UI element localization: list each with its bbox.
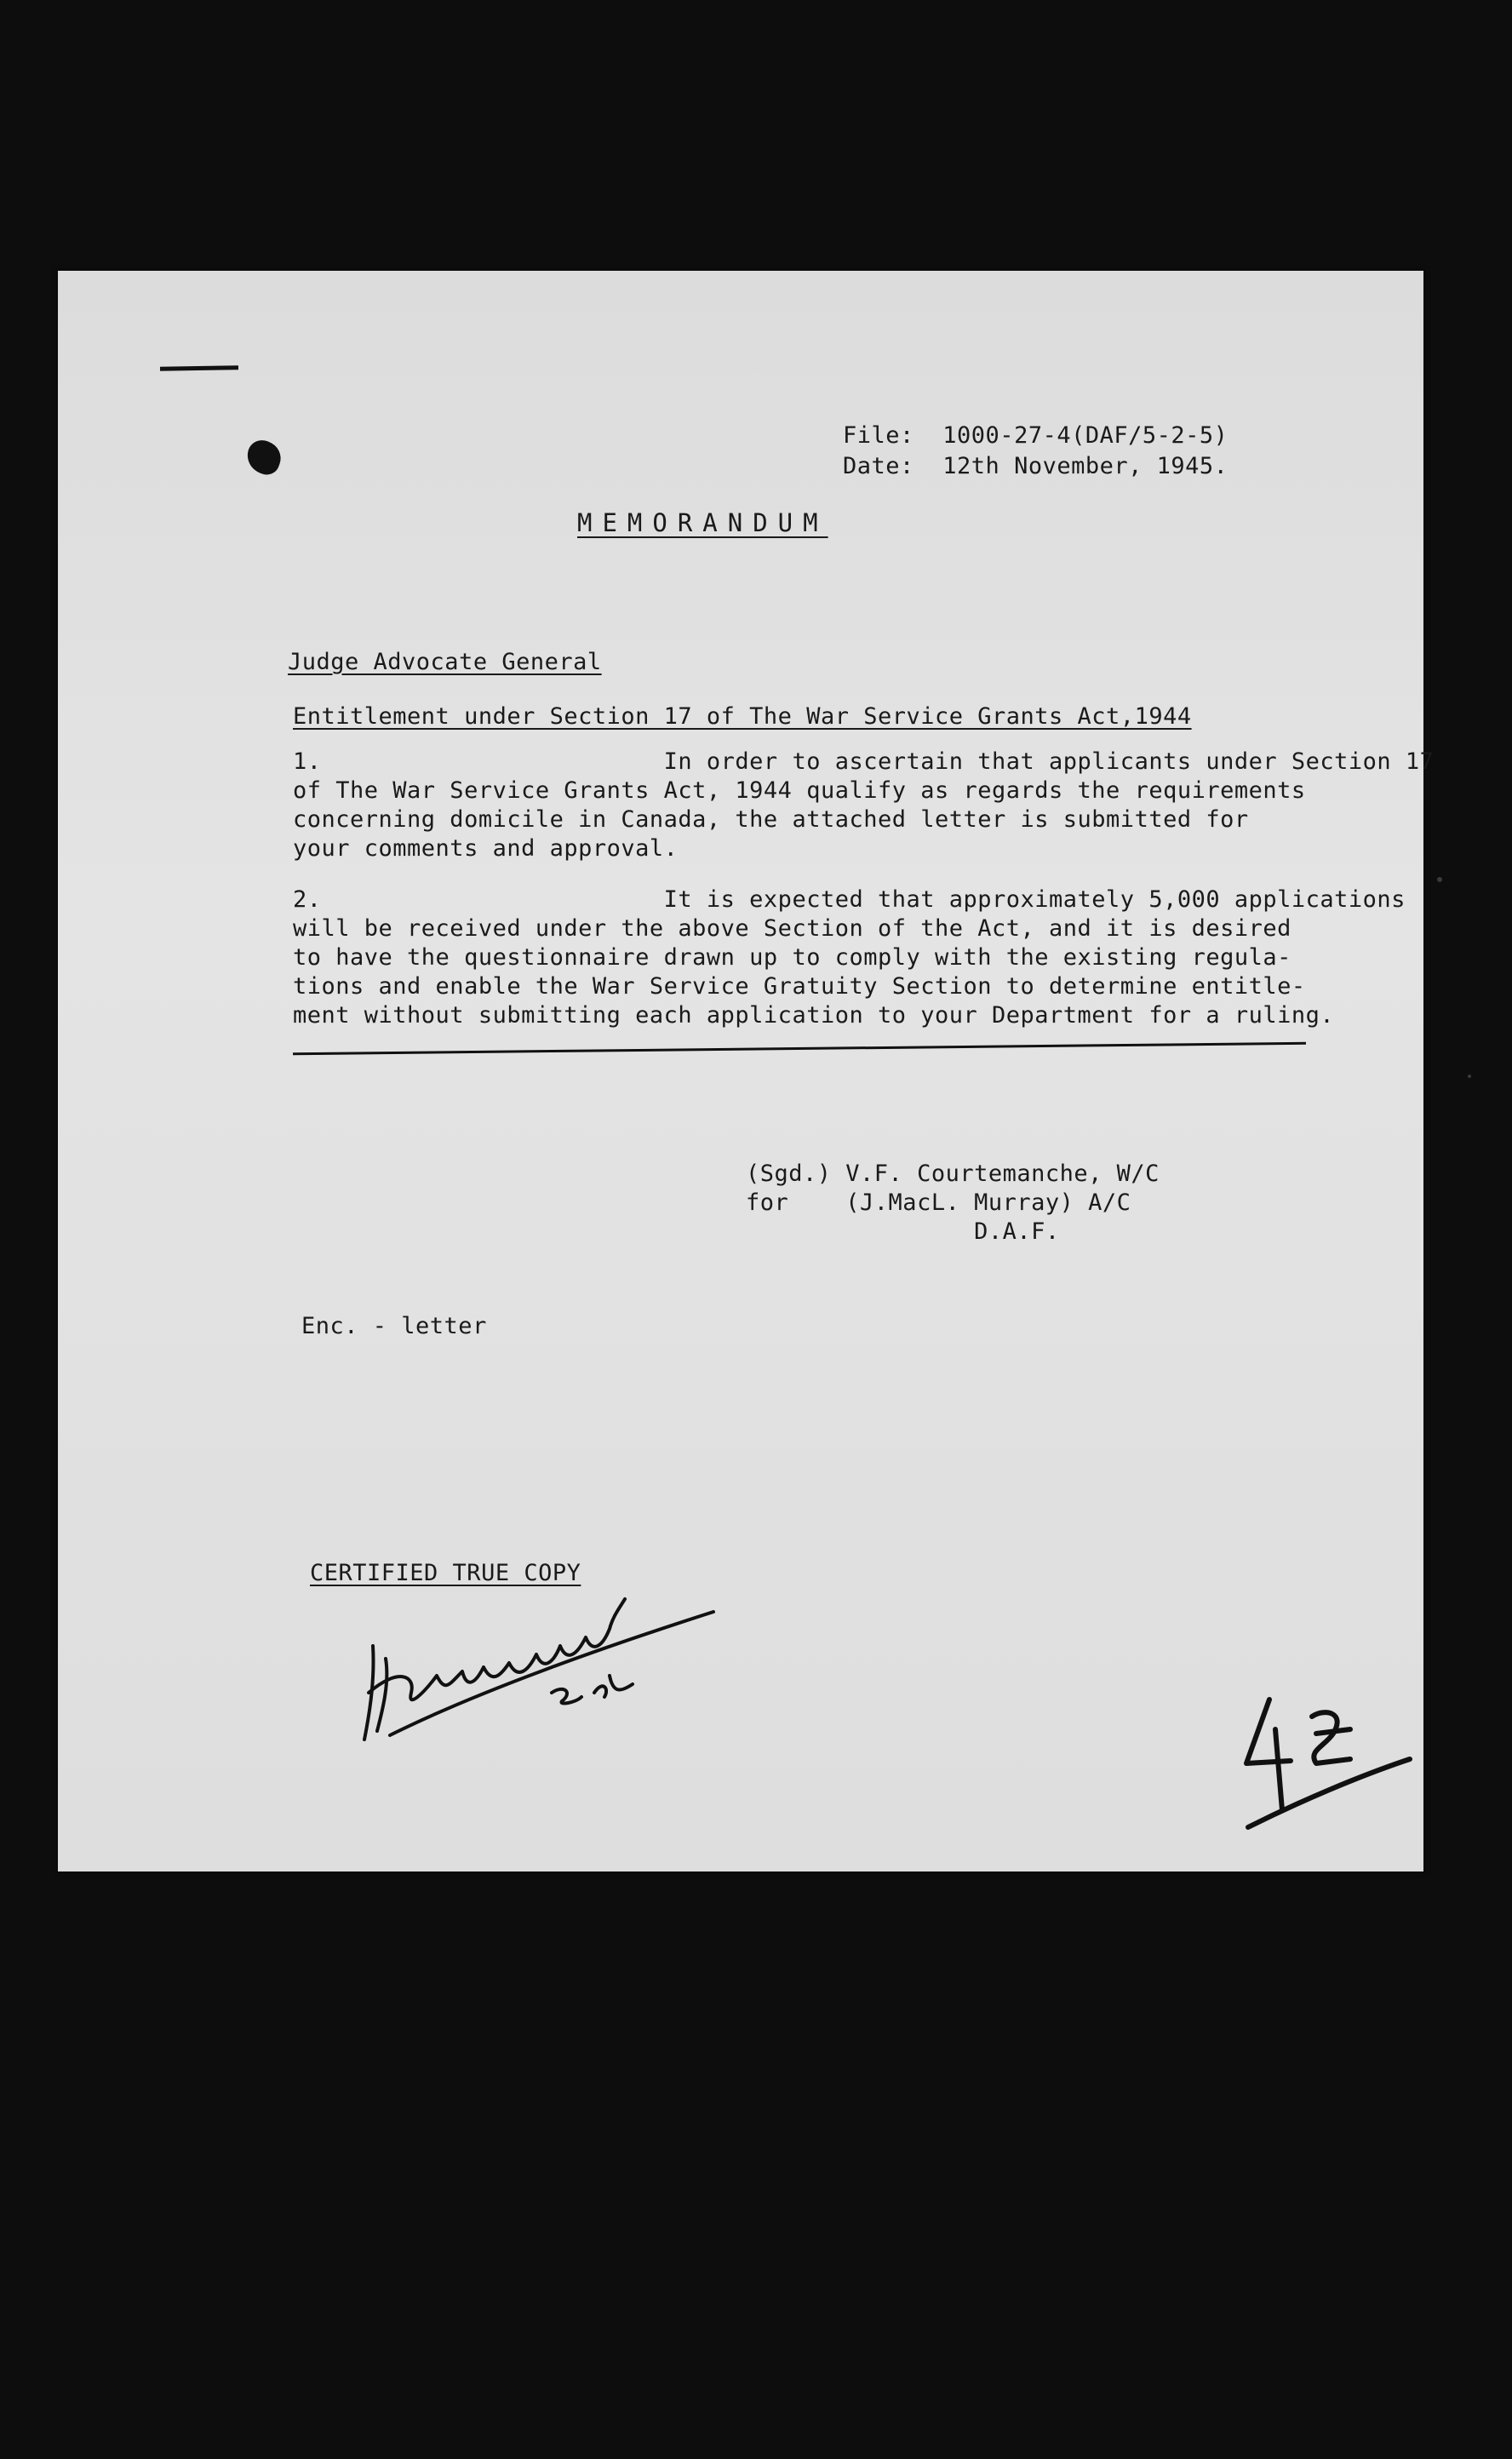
date-line: Date: 12th November, 1945. bbox=[843, 453, 1228, 479]
background-speck bbox=[1468, 1075, 1471, 1078]
file-reference bbox=[843, 421, 1228, 482]
subject-line: Entitlement under Section 17 of The War Service Grants Act,1944 bbox=[293, 703, 1192, 730]
memo-title: MEMORANDUM bbox=[577, 508, 828, 537]
pen-dash-mark bbox=[160, 365, 238, 371]
enclosure-note: Enc. - letter bbox=[301, 1313, 487, 1339]
paragraph-2: 2. It is expected that approximately 5,000 applications will be received under the above Section of the Act, and it is desired to have the questionnaire drawn up to comply with the existing regula- tions and enable the War Service Gratuity Section to determine entitle- ment without submitting each application to your Department for a ruling. bbox=[293, 886, 1406, 1029]
file-line: File: 1000-27-4(DAF/5-2-5) bbox=[843, 422, 1228, 449]
memorandum-page bbox=[58, 271, 1435, 1871]
handwritten-signature bbox=[339, 1565, 782, 1761]
addressee: Judge Advocate General bbox=[288, 649, 602, 675]
background-speck bbox=[1437, 877, 1442, 882]
ink-blot-mark bbox=[243, 436, 286, 478]
signature-block: (Sgd.) V.F. Courtemanche, W/C for (J.MacL. Murray) A/C D.A.F. bbox=[746, 1161, 1160, 1245]
paragraph-underline bbox=[293, 1042, 1306, 1055]
paragraph-1: 1. In order to ascertain that applicants under Section 17 of The War Service Grants Act, 1944 qualify as regards the requirements concerning domicile in Canada, the attached letter is submitted for your comments and approval. bbox=[293, 748, 1435, 862]
handwritten-folio-number bbox=[1231, 1682, 1418, 1836]
certified-true-copy: CERTIFIED TRUE COPY bbox=[310, 1560, 581, 1586]
